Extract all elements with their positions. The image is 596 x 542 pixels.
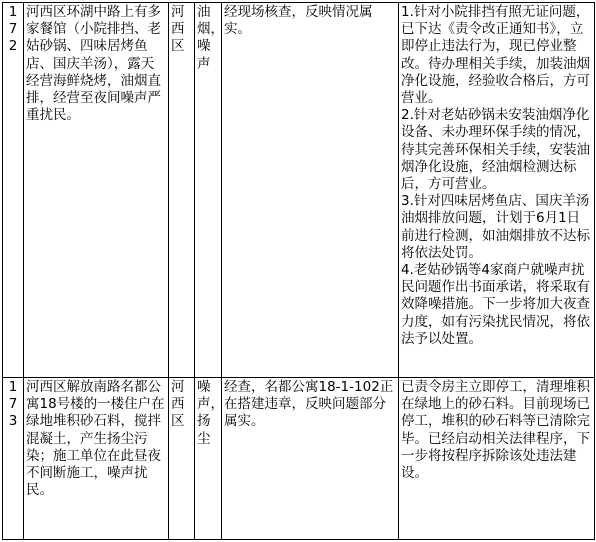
pollution-type-cell: 油烟，噪声: [195, 3, 222, 378]
measure-item: 3.针对四味居烤鱼店、国庆羊汤油烟排放问题，计划于6月1日前进行检测，如油烟排放不达标将依法处罚。: [401, 193, 590, 261]
case-description: 河西区解放南路名都公寓18号楼的一楼住户在绿地堆积砂石料，搅拌混凝土，产生扬尘污染；施工单位在此昼夜不间断施工，噪声扰民。: [24, 378, 169, 540]
case-table: [2, 2, 595, 540]
measure-item: 4.老姑砂锅等4家商户就噪声扰民问题作出书面承诺，将采取有效降噪措施。下一步将加大夜查力度，如有污染扰民情况，将依法予以处置。: [401, 262, 590, 347]
district-cell: 河西区: [169, 378, 195, 540]
rectification-measures: [399, 378, 595, 540]
pollution-type-cell: 噪声，扬尘: [195, 378, 222, 540]
case-number: 173: [3, 378, 24, 540]
investigation-result: 经查，名都公寓18-1-102正在搭建违章，反映问题部分属实。: [222, 378, 399, 540]
case-number: 172: [3, 3, 24, 378]
rectification-measures: [399, 3, 595, 378]
investigation-result: 经现场核查，反映情况属实。: [222, 3, 399, 378]
case-description: 河西区环湖中路上有多家餐馆（小院排挡、老姑砂锅、四味居烤鱼店、国庆羊汤），露天经营海鲜烧烤，油烟直排，经营至夜间噪声严重扰民。: [24, 3, 169, 378]
district-cell: 河西区: [169, 3, 195, 378]
measure-item: 已责令房主立即停工，清理堆积在绿地上的砂石料。目前现场已停工，堆积的砂石料等已清除完毕。已经启动相关法律程序，下一步将按程序拆除该处违法建设。: [401, 379, 590, 482]
table-row: [3, 3, 595, 378]
measure-item: 2.针对老姑砂锅未安装油烟净化设备、未办理环保手续的情况，待其完善环保相关手续，安装油烟净化设施，经油烟检测达标后，方可营业。: [401, 107, 590, 193]
table-row: [3, 378, 595, 540]
measure-item: 1.针对小院排挡有照无证问题，已下达《责令改正通知书》，立即停止违法行为，现已停业整改。待办理相关手续，加装油烟净化设施，经验收合格后，方可营业。: [401, 4, 590, 107]
